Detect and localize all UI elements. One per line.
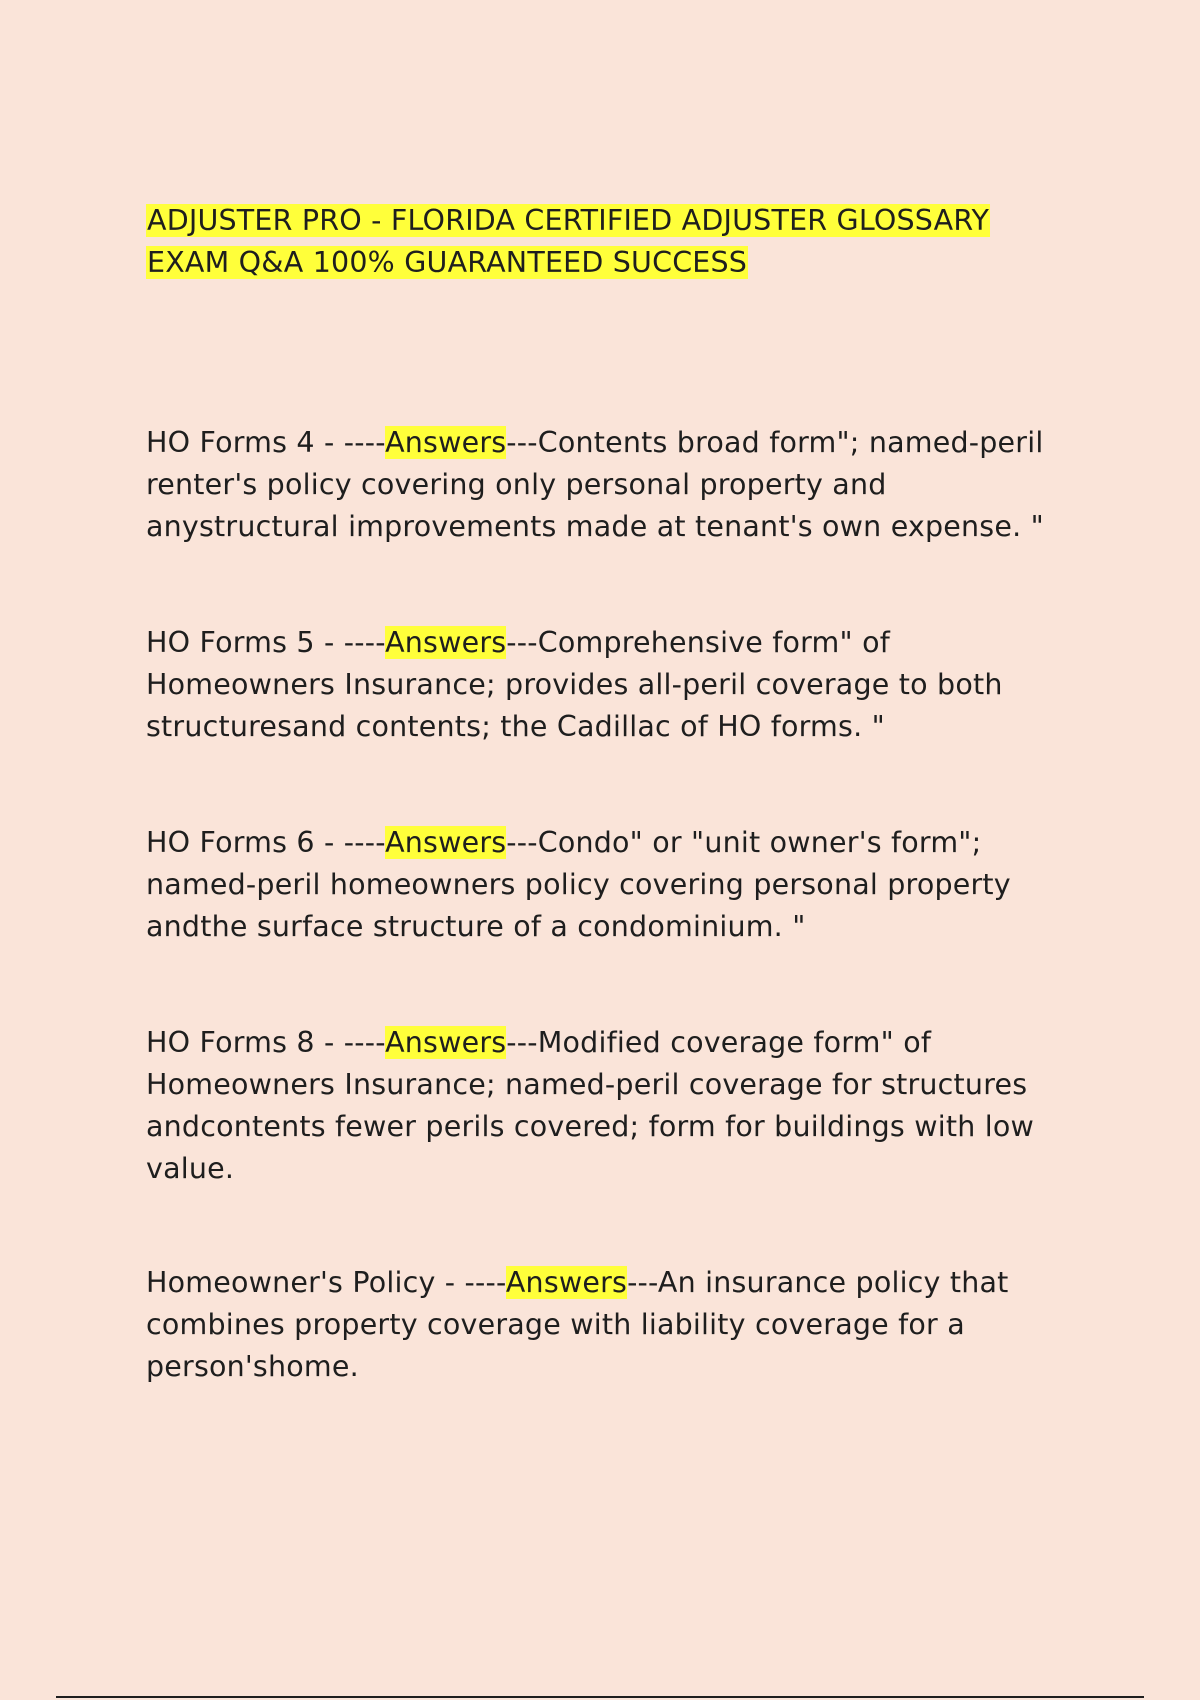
answers-highlight: Answers xyxy=(385,1026,507,1059)
glossary-entry-ho-forms-8 xyxy=(146,1022,1066,1190)
entry-term: HO Forms 5 - ---- xyxy=(146,626,386,659)
title-line-1: ADJUSTER PRO - FLORIDA CERTIFIED ADJUSTER GLOSSARY xyxy=(147,204,990,237)
glossary-entry-homeowners-policy xyxy=(146,1262,1066,1388)
entry-term: HO Forms 6 - ---- xyxy=(146,826,386,859)
answers-highlight: Answers xyxy=(385,826,507,859)
title-line-2: EXAM Q&A 100% GUARANTEED SUCCESS xyxy=(147,246,748,279)
entry-definition: ---Modified coverage form" of Homeowners Insurance; named-peril coverage for structures andcontents fewer perils covered; form for buildings with low value. xyxy=(146,1026,1035,1185)
entry-definition: ---An insurance policy that combines property coverage with liability coverage for a person'shome. xyxy=(146,1266,1009,1383)
document-title xyxy=(146,200,1076,284)
entry-term: HO Forms 8 - ---- xyxy=(146,1026,386,1059)
entry-definition: ---Condo" or "unit owner's form"; named-peril homeowners policy covering personal property andthe surface structure of a condominium. " xyxy=(146,826,1011,943)
entry-definition: ---Comprehensive form" of Homeowners Insurance; provides all-peril coverage to both structuresand contents; the Cadillac of HO forms. " xyxy=(146,626,1003,743)
glossary-entry-ho-forms-5 xyxy=(146,622,1066,748)
footer-divider xyxy=(56,1696,1144,1698)
entry-definition: ---Contents broad form"; named-peril renter's policy covering only personal property and anystructural improvements made at tenant's own expense. " xyxy=(146,426,1044,543)
answers-highlight: Answers xyxy=(385,426,507,459)
answers-highlight: Answers xyxy=(505,1266,628,1299)
entry-term: HO Forms 4 - ---- xyxy=(146,426,386,459)
glossary-entry-ho-forms-4 xyxy=(146,422,1066,548)
answers-highlight: Answers xyxy=(385,626,507,659)
glossary-entry-ho-forms-6 xyxy=(146,822,1066,948)
entry-term: Homeowner's Policy - ---- xyxy=(146,1266,506,1299)
